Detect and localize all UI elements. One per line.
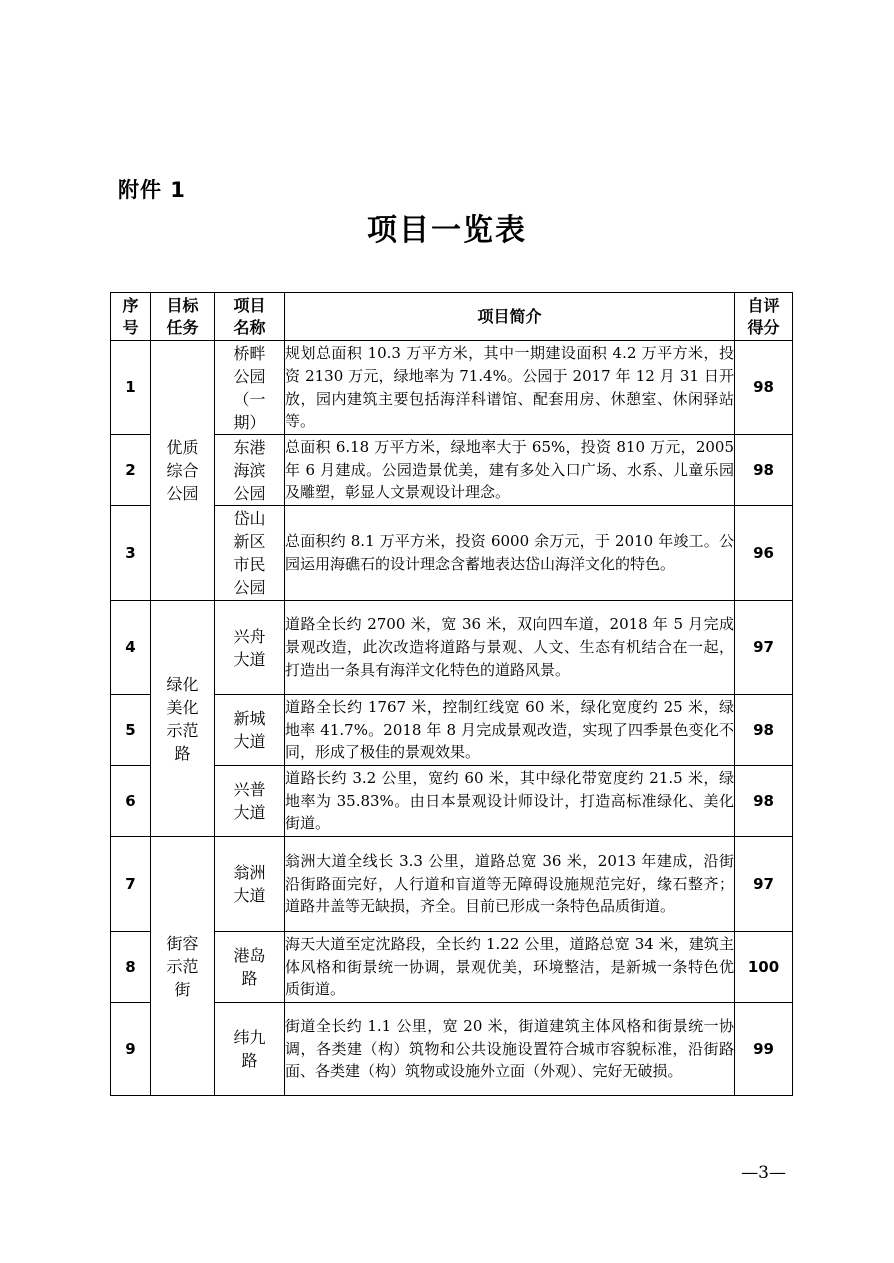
row-score: 96 (735, 506, 793, 601)
goal-group-parks: 优质综合公园 (151, 341, 215, 601)
goal-group-streets: 街容示范街 (151, 837, 215, 1096)
header-desc: 项目简介 (285, 293, 735, 341)
row-seq: 8 (111, 932, 151, 1003)
row-name: 岱山新区市民公园 (215, 506, 285, 601)
header-score: 自评得分 (735, 293, 793, 341)
goal-group-roads: 绿化美化示范路 (151, 601, 215, 837)
row-seq: 3 (111, 506, 151, 601)
row-seq: 4 (111, 601, 151, 695)
row-name: 兴舟大道 (215, 601, 285, 695)
row-seq: 5 (111, 695, 151, 766)
row-desc: 海天大道至定沈路段，全长约 1.22 公里，道路总宽 34 米，建筑主体风格和街景统一协调，景观优美，环境整洁，是新城一条特色优质街道。 (285, 932, 735, 1003)
row-desc: 道路长约 3.2 公里，宽约 60 米，其中绿化带宽度约 21.5 米，绿地率为 35.83%。由日本景观设计师设计，打造高标准绿化、美化街道。 (285, 766, 735, 837)
row-name: 桥畔公园（一期） (215, 341, 285, 435)
row-name: 兴普大道 (215, 766, 285, 837)
row-seq: 9 (111, 1003, 151, 1096)
header-row (111, 293, 793, 341)
row-seq: 2 (111, 435, 151, 506)
row-seq: 7 (111, 837, 151, 932)
row-score: 98 (735, 766, 793, 837)
row-score: 98 (735, 435, 793, 506)
row-seq: 1 (111, 341, 151, 435)
row-name: 东港海滨公园 (215, 435, 285, 506)
attachment-label: 附件 1 (118, 178, 186, 202)
row-name: 翁洲大道 (215, 837, 285, 932)
row-score: 97 (735, 601, 793, 695)
row-seq: 6 (111, 766, 151, 837)
row-desc: 总面积约 8.1 万平方米，投资 6000 余万元，于 2010 年竣工。公园运用海礁石的设计理念含蓄地表达岱山海洋文化的特色。 (285, 506, 735, 601)
row-desc: 道路全长约 2700 米，宽 36 米，双向四车道，2018 年 5 月完成景观改造，此次改造将道路与景观、人文、生态有机结合在一起，打造出一条具有海洋文化特色的道路风景。 (285, 601, 735, 695)
row-score: 97 (735, 837, 793, 932)
table-row (111, 837, 793, 932)
row-score: 99 (735, 1003, 793, 1096)
row-score: 100 (735, 932, 793, 1003)
row-score: 98 (735, 695, 793, 766)
project-table (110, 292, 793, 1096)
row-desc: 规划总面积 10.3 万平方米，其中一期建设面积 4.2 万平方米，投资 2130 万元，绿地率为 71.4%。公园于 2017 年 12 月 31 日开放，园内建筑主要包括海洋科谱馆、配套用房、休憩室、休闲驿站等。 (285, 341, 735, 435)
row-name: 纬九路 (215, 1003, 285, 1096)
row-name: 港岛路 (215, 932, 285, 1003)
header-name: 项目名称 (215, 293, 285, 341)
row-desc: 道路全长约 1767 米，控制红线宽 60 米，绿化宽度约 25 米，绿地率 41.7%。2018 年 8 月完成景观改造，实现了四季景色变化不同，形成了极佳的景观效果。 (285, 695, 735, 766)
row-name: 新城大道 (215, 695, 285, 766)
page-title: 项目一览表 (367, 213, 527, 248)
row-desc: 总面积 6.18 万平方米，绿地率大于 65%，投资 810 万元，2005 年 6 月建成。公园造景优美，建有多处入口广场、水系、儿童乐园及雕塑，彰显人文景观设计理念。 (285, 435, 735, 506)
header-seq: 序号 (111, 293, 151, 341)
table-row (111, 341, 793, 435)
row-score: 98 (735, 341, 793, 435)
row-desc: 翁洲大道全线长 3.3 公里，道路总宽 36 米，2013 年建成，沿街沿街路面完好，人行道和盲道等无障碍设施规范完好，缘石整齐；道路井盖等无缺损，齐全。目前已形成一条特色品质街道。 (285, 837, 735, 932)
header-goal: 目标任务 (151, 293, 215, 341)
row-desc: 街道全长约 1.1 公里，宽 20 米，街道建筑主体风格和街景统一协调，各类建（构）筑物和公共设施设置符合城市容貌标准，沿街路面、各类建（构）筑物或设施外立面（外观）、完好无破损。 (285, 1003, 735, 1096)
table-row (111, 601, 793, 695)
page-number: —3— (741, 1163, 786, 1183)
